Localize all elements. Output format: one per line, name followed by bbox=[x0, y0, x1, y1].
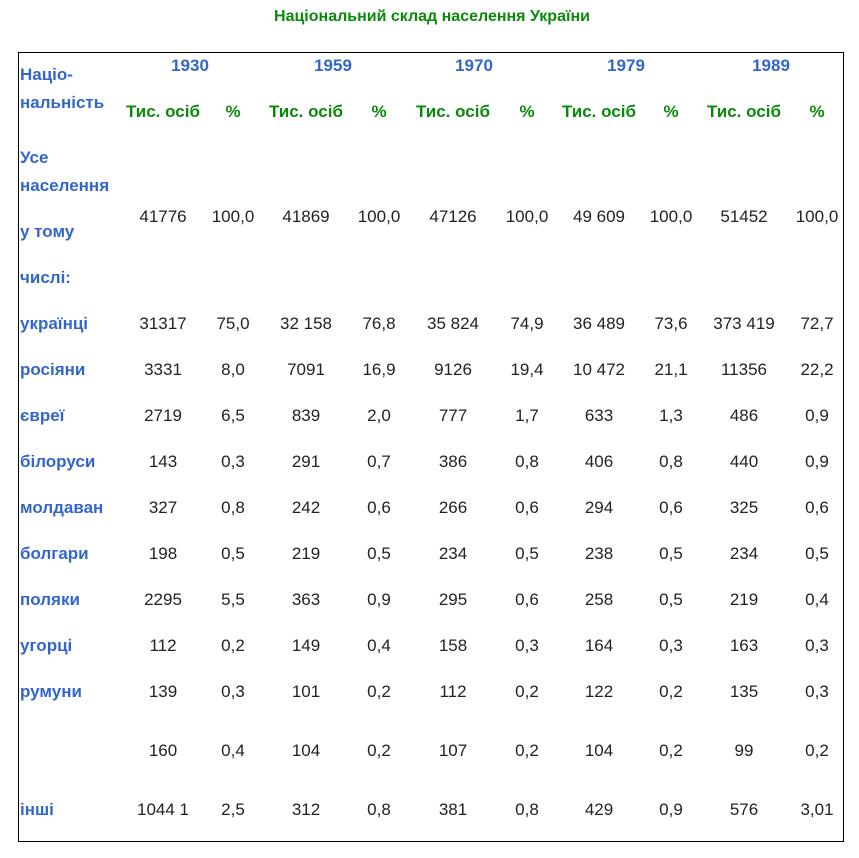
row-value: 0,6 bbox=[515, 498, 539, 517]
total-value: 49 609 bbox=[573, 207, 625, 226]
row-value: 219 bbox=[291, 544, 321, 563]
row-value: 0,6 bbox=[659, 498, 683, 517]
row-value: 0,5 bbox=[221, 544, 245, 563]
row-value: 0,2 bbox=[221, 636, 245, 655]
row-value: 2,0 bbox=[367, 406, 391, 425]
row-value: 6,5 bbox=[221, 406, 245, 425]
row-value: 0,6 bbox=[805, 498, 829, 517]
total-value: 100,0 bbox=[505, 207, 549, 226]
row-value: 1044 1 bbox=[137, 800, 189, 819]
row-value: 0,2 bbox=[367, 682, 391, 701]
row-value: 11356 bbox=[720, 360, 768, 379]
row-value: 198 bbox=[148, 544, 178, 563]
row-value: 0,6 bbox=[515, 590, 539, 609]
row-value: 0,3 bbox=[659, 636, 683, 655]
row-value: 576 bbox=[729, 800, 759, 819]
row-value: 234 bbox=[729, 544, 759, 563]
row-value: 0,5 bbox=[515, 544, 539, 563]
row-label: угорці bbox=[20, 636, 73, 655]
row-value: 0,9 bbox=[805, 452, 829, 471]
unit-percent-header: % bbox=[371, 102, 387, 121]
row-value: 135 bbox=[729, 682, 759, 701]
total-value: 100,0 bbox=[795, 207, 839, 226]
year-header: 1970 bbox=[455, 56, 493, 75]
unit-percent-header: % bbox=[809, 102, 825, 121]
row-value: 381 bbox=[438, 800, 468, 819]
total-value: 41869 bbox=[282, 207, 330, 226]
page-title: Національний склад населення України bbox=[274, 8, 590, 25]
unit-thousand-header: Тис. осіб bbox=[562, 102, 636, 121]
row-value: 73,6 bbox=[654, 314, 688, 333]
row-value: 0,2 bbox=[367, 741, 391, 760]
row-value: 633 bbox=[584, 406, 614, 425]
row-value: 238 bbox=[584, 544, 614, 563]
total-label: числі: bbox=[20, 268, 71, 287]
row-value: 0,3 bbox=[221, 682, 245, 701]
row-value: 295 bbox=[438, 590, 468, 609]
total-value: 100,0 bbox=[357, 207, 401, 226]
row-value: 2295 bbox=[144, 590, 182, 609]
row-value: 104 bbox=[291, 741, 321, 760]
total-label: Усе bbox=[20, 148, 49, 167]
row-value: 21,1 bbox=[654, 360, 688, 379]
row-value: 440 bbox=[729, 452, 759, 471]
year-header: 1989 bbox=[752, 56, 790, 75]
row-value: 2,5 bbox=[221, 800, 245, 819]
row-label: росіяни bbox=[20, 360, 86, 379]
row-value: 0,9 bbox=[805, 406, 829, 425]
row-value: 406 bbox=[584, 452, 614, 471]
row-label: інші bbox=[20, 800, 54, 819]
row-value: 777 bbox=[438, 406, 468, 425]
row-value: 112 bbox=[439, 682, 467, 701]
row-value: 294 bbox=[584, 498, 614, 517]
row-value: 32 158 bbox=[280, 314, 332, 333]
row-value: 74,9 bbox=[510, 314, 544, 333]
row-label: румуни bbox=[20, 682, 82, 701]
row-value: 0,3 bbox=[221, 452, 245, 471]
row-value: 325 bbox=[729, 498, 759, 517]
row-value: 22,2 bbox=[800, 360, 834, 379]
nationality-header: нальність bbox=[20, 93, 105, 112]
row-value: 5,5 bbox=[221, 590, 245, 609]
row-value: 149 bbox=[291, 636, 321, 655]
unit-thousand-header: Тис. осіб bbox=[269, 102, 343, 121]
row-value: 0,8 bbox=[367, 800, 391, 819]
row-value: 0,4 bbox=[221, 741, 245, 760]
row-value: 0,5 bbox=[659, 544, 683, 563]
row-value: 234 bbox=[438, 544, 468, 563]
row-value: 101 bbox=[291, 682, 321, 701]
row-value: 0,4 bbox=[367, 636, 391, 655]
row-value: 99 bbox=[734, 741, 754, 760]
unit-thousand-header: Тис. осіб bbox=[707, 102, 781, 121]
row-value: 0,7 bbox=[367, 452, 391, 471]
total-value: 47126 bbox=[429, 207, 477, 226]
row-value: 0,3 bbox=[515, 636, 539, 655]
row-label: молдаван bbox=[20, 498, 104, 517]
row-value: 3331 bbox=[144, 360, 182, 379]
total-value: 51452 bbox=[720, 207, 768, 226]
unit-percent-header: % bbox=[519, 102, 535, 121]
row-value: 0,8 bbox=[515, 800, 539, 819]
row-value: 36 489 bbox=[573, 314, 625, 333]
row-value: 7091 bbox=[287, 360, 325, 379]
row-value: 164 bbox=[584, 636, 614, 655]
row-value: 327 bbox=[148, 498, 178, 517]
unit-thousand-header: Тис. осіб bbox=[126, 102, 200, 121]
row-label: поляки bbox=[20, 590, 80, 609]
row-value: 8,0 bbox=[221, 360, 245, 379]
row-value: 0,4 bbox=[805, 590, 829, 609]
row-value: 486 bbox=[729, 406, 759, 425]
row-value: 9126 bbox=[434, 360, 472, 379]
total-label: у тому bbox=[20, 222, 75, 241]
year-header: 1979 bbox=[607, 56, 645, 75]
row-label: білоруси bbox=[20, 452, 96, 471]
row-value: 0,2 bbox=[515, 682, 539, 701]
row-value: 0,3 bbox=[805, 682, 829, 701]
row-value: 112 bbox=[149, 636, 177, 655]
row-value: 0,5 bbox=[659, 590, 683, 609]
row-label: євреї bbox=[20, 406, 65, 425]
row-value: 19,4 bbox=[510, 360, 544, 379]
row-value: 363 bbox=[291, 590, 321, 609]
row-value: 386 bbox=[438, 452, 468, 471]
row-value: 16,9 bbox=[362, 360, 396, 379]
year-header: 1930 bbox=[171, 56, 209, 75]
row-value: 10 472 bbox=[573, 360, 625, 379]
row-value: 158 bbox=[438, 636, 468, 655]
row-value: 35 824 bbox=[427, 314, 479, 333]
row-value: 75,0 bbox=[216, 314, 250, 333]
row-value: 160 bbox=[148, 741, 178, 760]
row-value: 1,7 bbox=[515, 406, 539, 425]
row-value: 143 bbox=[148, 452, 178, 471]
row-value: 429 bbox=[584, 800, 614, 819]
row-value: 72,7 bbox=[800, 314, 834, 333]
row-value: 1,3 bbox=[659, 406, 683, 425]
row-value: 0,3 bbox=[805, 636, 829, 655]
row-value: 258 bbox=[584, 590, 614, 609]
row-value: 0,2 bbox=[515, 741, 539, 760]
year-header: 1959 bbox=[314, 56, 352, 75]
table-frame bbox=[18, 52, 844, 842]
total-value: 100,0 bbox=[211, 207, 255, 226]
row-value: 0,5 bbox=[805, 544, 829, 563]
unit-percent-header: % bbox=[225, 102, 241, 121]
unit-thousand-header: Тис. осіб bbox=[416, 102, 490, 121]
row-label: українці bbox=[20, 314, 89, 333]
unit-percent-header: % bbox=[663, 102, 679, 121]
row-value: 266 bbox=[438, 498, 468, 517]
row-value: 76,8 bbox=[362, 314, 396, 333]
total-value: 41776 bbox=[139, 207, 187, 226]
row-value: 31317 bbox=[139, 314, 187, 333]
row-value: 0,2 bbox=[659, 741, 683, 760]
row-value: 0,5 bbox=[367, 544, 391, 563]
row-value: 0,2 bbox=[805, 741, 829, 760]
row-value: 0,8 bbox=[659, 452, 683, 471]
row-value: 2719 bbox=[144, 406, 182, 425]
row-value: 312 bbox=[291, 800, 321, 819]
row-value: 373 419 bbox=[713, 314, 775, 333]
row-value: 242 bbox=[291, 498, 321, 517]
nationality-header: Націо- bbox=[20, 65, 73, 84]
row-value: 291 bbox=[291, 452, 321, 471]
row-value: 122 bbox=[584, 682, 614, 701]
total-label: населення bbox=[20, 176, 110, 195]
row-value: 0,9 bbox=[659, 800, 683, 819]
row-value: 839 bbox=[291, 406, 321, 425]
row-value: 0,2 bbox=[659, 682, 683, 701]
row-value: 0,6 bbox=[367, 498, 391, 517]
total-value: 100,0 bbox=[649, 207, 693, 226]
row-value: 104 bbox=[584, 741, 614, 760]
row-value: 0,8 bbox=[515, 452, 539, 471]
row-value: 0,9 bbox=[367, 590, 391, 609]
row-value: 219 bbox=[729, 590, 759, 609]
row-value: 0,8 bbox=[221, 498, 245, 517]
row-value: 107 bbox=[438, 741, 468, 760]
row-value: 163 bbox=[729, 636, 759, 655]
row-value: 139 bbox=[148, 682, 178, 701]
row-value: 3,01 bbox=[800, 800, 834, 819]
row-label: болгари bbox=[20, 544, 89, 563]
